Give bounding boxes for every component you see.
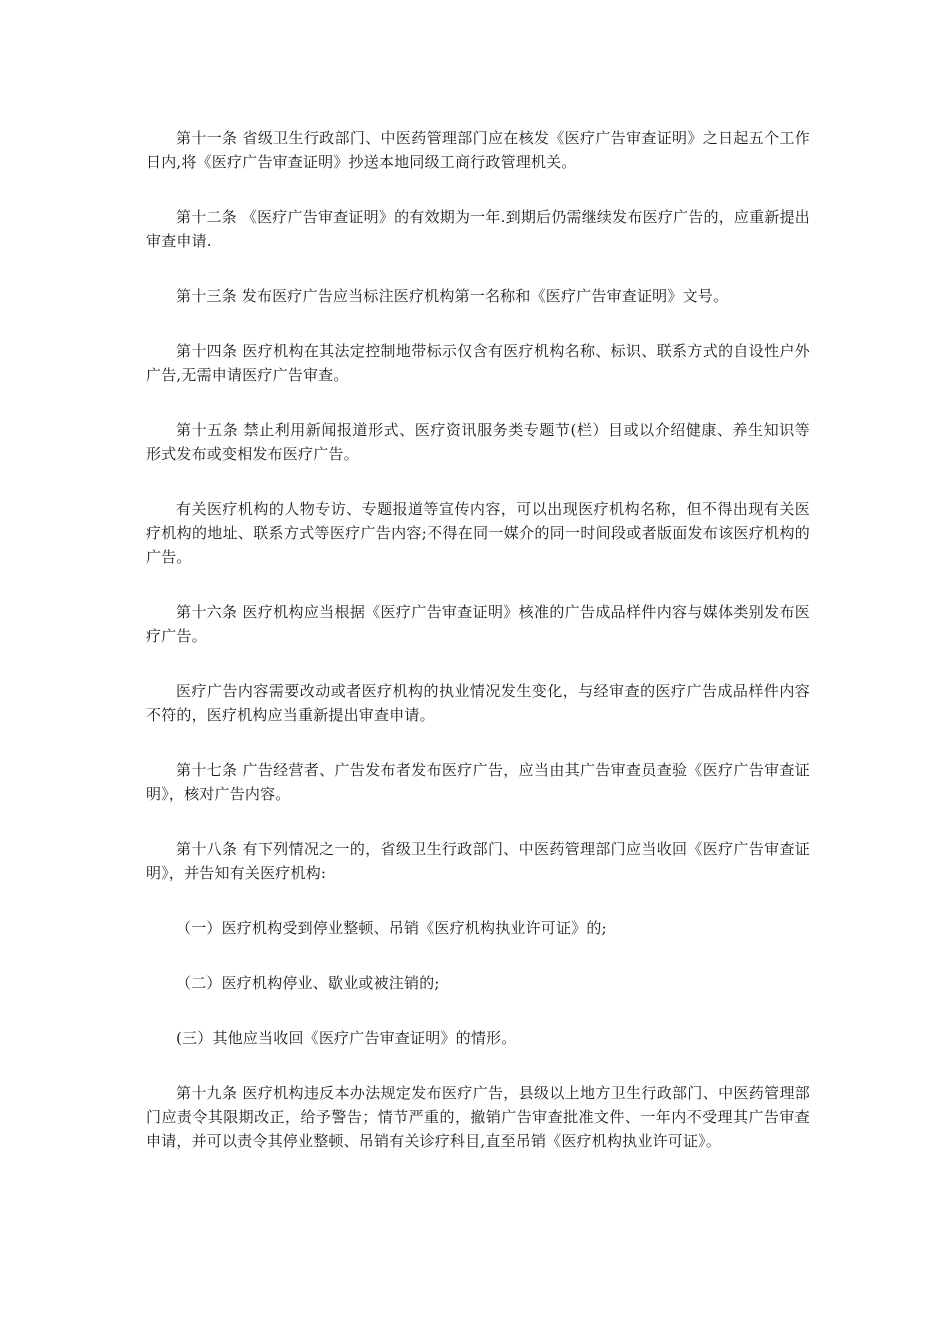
article-18-item-3: (三）其他应当收回《医疗广告审查证明》的情形。 [176,1029,517,1047]
article-15-supplement-paragraph: 有关医疗机构的人物专访、专题报道等宣传内容，可以出现医疗机构名称，但不得出现有关医疗机构的地址、联系方式等医疗广告内容;不得在同一媒介的同一时间段或者版面发布该医疗机构的广告。 [146,500,810,566]
article-18-paragraph: 第十八条 有下列情况之一的，省级卫生行政部门、中医药管理部门应当收回《医疗广告审查证明》，并告知有关医疗机构: [146,840,810,882]
article-12-paragraph: 第十二条 《医疗广告审查证明》的有效期为一年.到期后仍需继续发布医疗广告的，应重新提出审查申请. [146,208,810,250]
document-body [146,126,810,1184]
article-17-paragraph: 第十七条 广告经营者、广告发布者发布医疗广告，应当由其广告审查员查验《医疗广告审查证明》，核对广告内容。 [146,761,810,803]
article-13-paragraph: 第十三条 发布医疗广告应当标注医疗机构第一名称和《医疗广告审查证明》文号。 [176,287,729,305]
article-18-item-2: （二）医疗机构停业、歇业或被注销的; [176,974,440,992]
article-19-paragraph: 第十九条 医疗机构违反本办法规定发布医疗广告，县级以上地方卫生行政部门、中医药管理部门应责令其限期改正，给予警告；情节严重的，撤销广告审查批准文件、一年内不受理其广告审查申请，并可以责令其停业整顿、吊销有关诊疗科目,直至吊销《医疗机构执业许可证》。 [146,1084,810,1150]
article-16-paragraph: 第十六条 医疗机构应当根据《医疗广告审查证明》核准的广告成品样件内容与媒体类别发布医疗广告。 [146,603,810,645]
article-15-paragraph: 第十五条 禁止利用新闻报道形式、医疗资讯服务类专题节(栏）目或以介绍健康、养生知识等形式发布或变相发布医疗广告。 [146,421,810,463]
article-16-supplement-paragraph: 医疗广告内容需要改动或者医疗机构的执业情况发生变化，与经审查的医疗广告成品样件内容不符的，医疗机构应当重新提出审查申请。 [146,682,810,724]
article-11-paragraph: 第十一条 省级卫生行政部门、中医药管理部门应在核发《医疗广告审查证明》之日起五个工作日内,将《医疗广告审查证明》抄送本地同级工商行政管理机关。 [146,129,810,171]
article-14-paragraph: 第十四条 医疗机构在其法定控制地带标示仅含有医疗机构名称、标识、联系方式的自设性户外广告,无需申请医疗广告审查。 [146,342,810,384]
article-18-item-1: （一）医疗机构受到停业整顿、吊销《医疗机构执业许可证》的; [176,919,607,937]
